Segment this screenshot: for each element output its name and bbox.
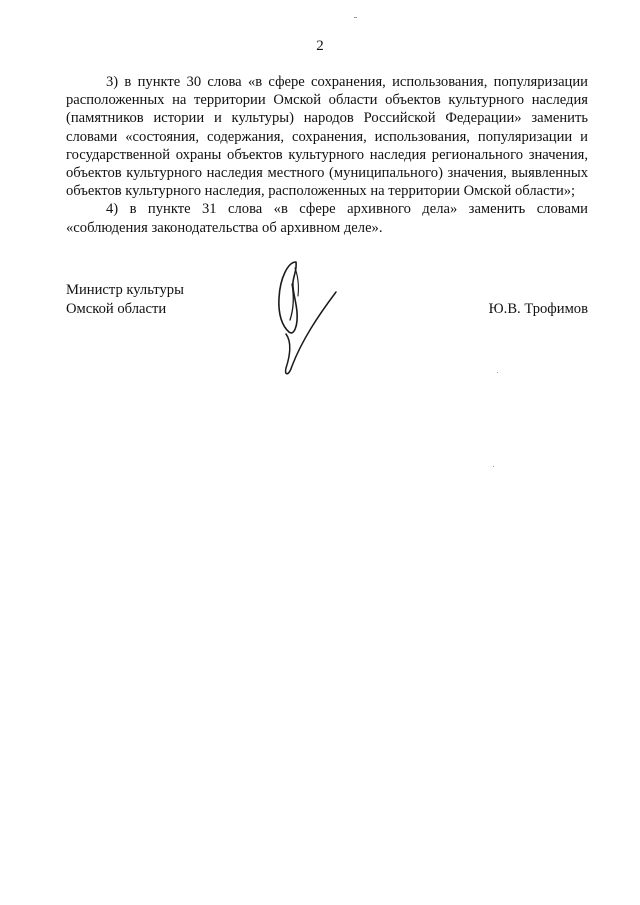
signer-name: Ю.В. Трофимов: [488, 300, 588, 317]
scan-speck: [497, 372, 498, 373]
scan-speck: [493, 466, 494, 467]
handwritten-signature-icon: [262, 256, 342, 381]
page-number: 2: [316, 38, 324, 54]
scan-speck: [354, 17, 357, 18]
paragraph-item-4: 4) в пункте 31 слова «в сфере архивного дела» заменить словами «соблюдения законодательства об архивном деле».: [66, 201, 588, 236]
paragraph-item-3: 3) в пункте 30 слова «в сфере сохранения, использования, популяризации расположенных на территории Омской области объектов культурного наследия (памятников истории и культуры) народов Российской Федерации» заменить словами «состояния, содержания, сохранения, использования, популяризации и государственной охраны объектов культурного наследия регионального значения, объектов культурного наследия местного (муниципального) значения, выявленных объектов культурного наследия, расположенных на территории Омской области»;: [66, 74, 588, 200]
document-body: [66, 73, 588, 237]
signer-title: [66, 281, 184, 318]
signer-title-line-2: Омской области: [66, 300, 167, 317]
signer-title-line-1: Министр культуры: [66, 282, 184, 298]
